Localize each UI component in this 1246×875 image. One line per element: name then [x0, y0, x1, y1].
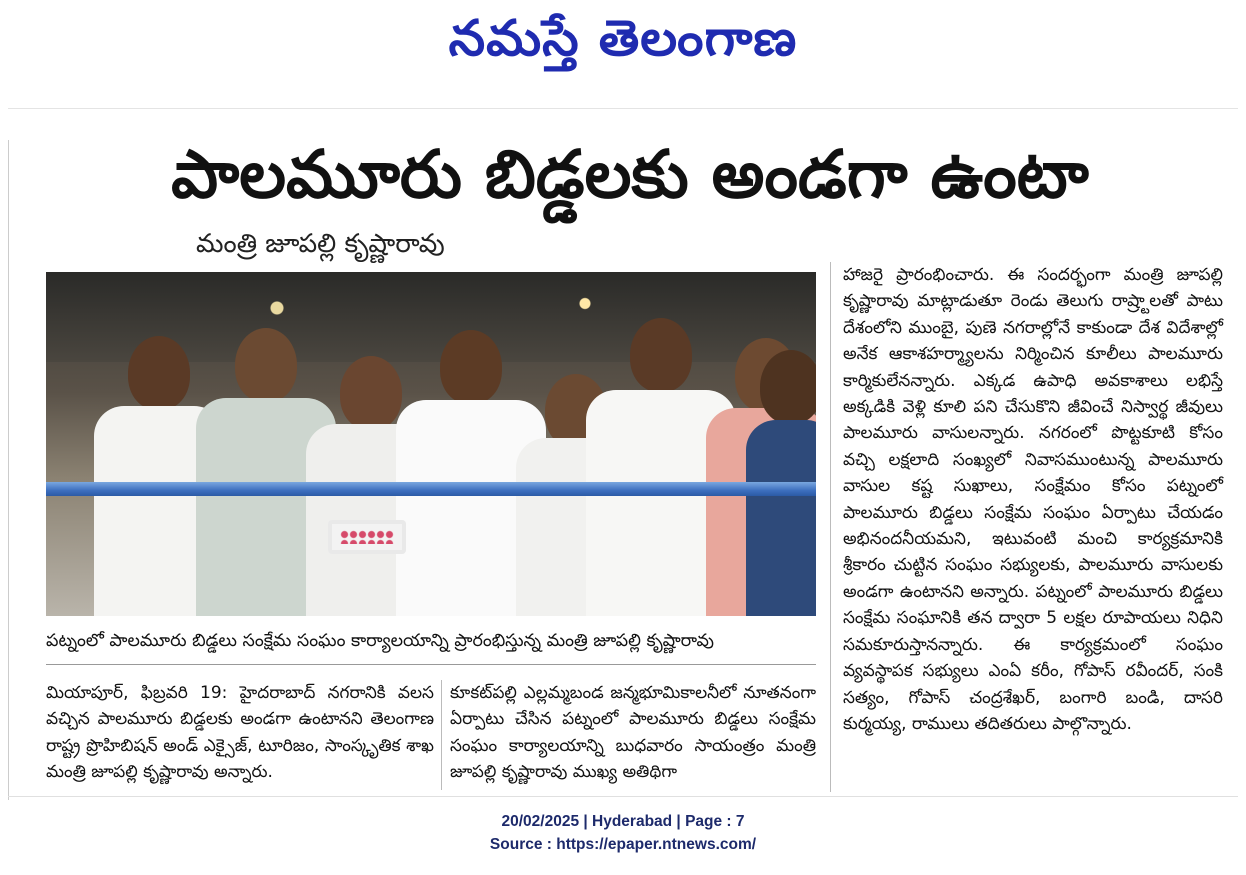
photo-person: [746, 336, 816, 616]
article-column-2: [450, 680, 816, 790]
flower-tray: [328, 520, 406, 554]
masthead: [0, 0, 1246, 82]
article-byline: మంత్రి జూపల్లి కృష్ణారావు: [196, 229, 445, 259]
article-column-3: [843, 262, 1223, 792]
footer-source-link[interactable]: Source : https://epaper.ntnews.com/: [489, 836, 757, 853]
footer-date-edition: 20/02/2025 | Hyderabad | Page : 7: [501, 813, 745, 830]
page-footer: [0, 810, 1246, 856]
newspaper-title: నమస్తే తెలంగాణ: [448, 10, 798, 68]
blue-ribbon: [46, 482, 816, 496]
column-divider: [441, 680, 442, 790]
article-paragraph: మియాపూర్, ఫిబ్రవరి 19: హైదరాబాద్ నగరానికి వలస వచ్చిన పాలమూరు బిడ్డలకు అండగా ఉంటానని తెలంగాణ రాష్ట్ర ప్రొహిబిషన్ అండ్ ఎక్సైజ్, టూరిజం, సాంస్కృతిక శాఖ మంత్రి జూపల్లి కృష్ణారావు అన్నారు.: [46, 683, 434, 783]
left-margin-rule: [8, 140, 9, 800]
caption-rule: [46, 664, 816, 665]
top-rule: [8, 108, 1238, 109]
photo-caption: పట్నంలో పాలమూరు బిడ్డలు సంక్షేమ సంఘం కార్యాలయాన్ని ప్రారంభిస్తున్న మంత్రి జూపల్లి కృష్ణారావు: [46, 631, 714, 651]
column-divider: [830, 262, 831, 792]
article-column-1: [46, 680, 434, 790]
article-paragraph: కూకట్‌పల్లి ఎల్లమ్మబండ జన్మభూమికాలనీలో నూతనంగా ఏర్పాటు చేసిన పట్నంలో పాలమూరు బిడ్డలు సంక్షేమ సంఘం కార్యాలయాన్ని బుధవారం సాయంత్రం మంత్రి జూపల్లి కృష్ణారావు ముఖ్య అతిథిగా: [450, 683, 816, 783]
article-headline: పాలమూరు బిడ్డలకు అండగా ఉంటా: [171, 136, 1089, 213]
bottom-rule: [8, 796, 1238, 797]
article-photo: [46, 272, 816, 616]
article-paragraph: హాజరై ప్రారంభించారు. ఈ సందర్భంగా మంత్రి జూపల్లి కృష్ణారావు మాట్లాడుతూ రెండు తెలుగు రాష్ర్టాలతో పాటు దేశంలోని ముంబై, పుణె నగరాల్లోనే కాకుండా దేశ విదేశాల్లో అనేక ఆకాశహర్మ్యాలను నిర్మించిన కూలీలు పాలమూరు కార్మికులేనన్నారు. ఎక్కడ ఉపాధి అవకాశాలు లభిస్తే అక్కడికి వెళ్లి కూలి పని చేసుకొని జీవించే నిస్వార్థ జీవులు పాలమూరు వాసులన్నారు. నగరంలో పొట్టకూటి కోసం వచ్చి లక్షలాది సంఖ్యలో నివాసముంటున్న పాలమూరు వాసుల కష్ట సుఖాలు, సంక్షేమం కోసం పట్నంలో పాలమూరు బిడ్డలు సంక్షేమ సంఘం ఏర్పాటు చేయడం అభినందనీయమని, ఇటువంటి మంచి కార్యక్రమానికి శ్రీకారం చుట్టిన సంఘం సభ్యులకు, పాలమూరు వాసులకు అండగా ఉంటానని అన్నారు. పట్నంలో పాలమూరు బిడ్డలు సంక్షేమ సంఘానికి తన ద్వారా 5 లక్షల రూపాయలు నిధిని సమకూరుస్తానన్నారు. ఈ కార్యక్రమంలో సంఘం వ్యవస్థాపక సభ్యులు ఎంఏ కరీం, గోపాస్ రవీందర్, సంకి సత్యం, గోపాస్ చంద్రశేఖర్, బంగారి బండి, దాసరి కుర్మయ్య, రాములు తదితరులు పాల్గొన్నారు.: [843, 265, 1223, 734]
